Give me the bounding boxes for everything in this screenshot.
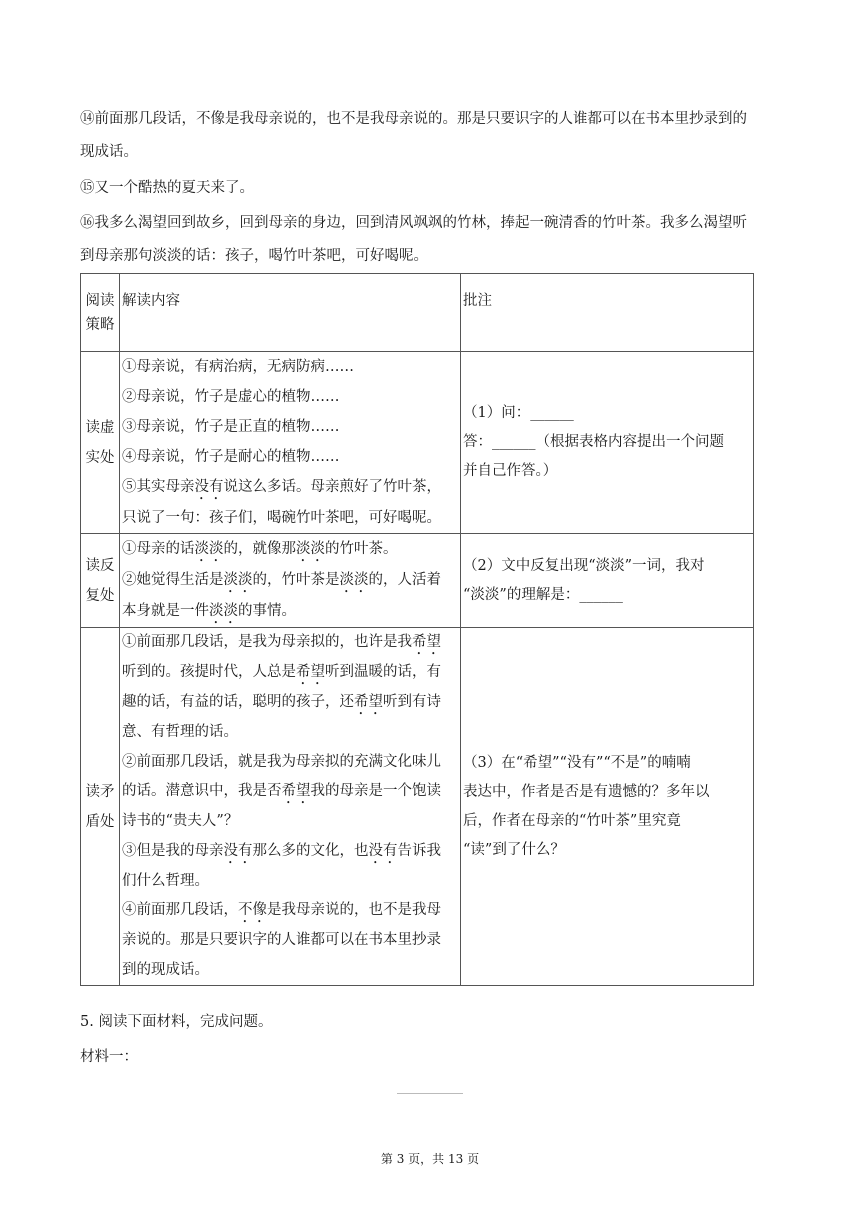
page-number: 第 3 页，共 13 页 — [380, 1152, 480, 1166]
emphasized-word: 希望 — [296, 664, 325, 680]
strategy-cell: 读虚 实处 — [81, 352, 120, 534]
material-one-label: 材料一： — [80, 1049, 138, 1065]
emphasized-word: 没有 — [368, 842, 398, 859]
table-header-row — [81, 274, 754, 352]
note-cell: （2）文中反复出现“淡淡”一词，我对 “淡淡”的理解是：______ — [461, 534, 754, 628]
paragraph-16: ⑯我多么渴望回到故乡，回到母亲的身边，回到清风飒飒的竹林，捧起一碗清香的竹叶茶。我多么渴望听 到母亲那句淡淡的话：孩子，喝竹叶茶吧，可好喝呢。 — [80, 215, 747, 264]
header-content: 解读内容 — [120, 274, 461, 352]
emphasized-word: 淡淡 — [209, 603, 238, 619]
emphasized-word: 没有 — [194, 479, 224, 495]
note-cell: （3）在“希望”“没有”“不是”的喃喃 表达中，作者是否是有遗憾的？多年以 后，作者在母亲的“竹叶茶”里究竟 “读”到了什么？ — [461, 628, 754, 986]
emphasized-word: 淡淡 — [194, 541, 224, 557]
content-cell: ①前面那几段话，是我为母亲拟的，也许是我希望 听到的。孩提时代，人总是希望听到温暖的话，有 趣的话，有益的话，聪明的孩子，还希望听到有诗 意、有哲理的话。 ②前面那几段话，就是我为母亲拟的充满文化味儿 的话。潜意识中，我是否希望我的母亲是一个饱读 诗书的“贵夫人”？ ③但是我的母亲没有那么多的文化，也没有告诉我 们什么哲理。 ④前面那几段话，不像是我母亲说的，也不是我母 亲说的。那是只要识字的人谁都可以在书本里抄录 到的现成话。 — [120, 628, 461, 986]
header-strategy: 阅读 策略 — [81, 274, 120, 352]
emphasized-word: 希望 — [412, 634, 441, 650]
reading-strategy-table — [80, 273, 754, 986]
paragraph-14: ⑭前面那几段话，不像是我母亲说的，也不是我母亲说的。那是只要识字的人谁都可以在书本里抄录到的 现成话。 — [80, 111, 747, 160]
note-cell: （1）问：______ 答：______（根据表格内容提出一个问题 并自己作答。） — [461, 352, 754, 534]
paragraph-15: ⑮又一个酷热的夏天来了。 — [80, 180, 254, 196]
table-row — [81, 628, 754, 986]
emphasized-word: 淡淡 — [296, 541, 325, 557]
emphasized-word: 淡淡 — [339, 572, 369, 588]
strategy-cell: 读矛 盾处 — [81, 628, 120, 986]
table-row — [81, 534, 754, 628]
emphasized-word: 希望 — [281, 783, 311, 799]
content-cell: ①母亲的话淡淡的，就像那淡淡的竹叶茶。 ②她觉得生活是淡淡的，竹叶茶是淡淡的，人活着 本身就是一件淡淡的事情。 — [120, 534, 461, 628]
emphasized-word: 淡淡 — [223, 572, 253, 588]
table-row — [81, 352, 754, 534]
header-note: 批注 — [461, 274, 754, 352]
emphasized-word: 不像 — [238, 902, 267, 918]
content-cell: ①母亲说，有病治病，无病防病…… ②母亲说，竹子是虚心的植物…… ③母亲说，竹子是正直的植物…… ④母亲说，竹子是耐心的植物…… ⑤其实母亲没有说这么多话。母亲煎好了竹叶茶， 只说了一句：孩子们，喝碗竹叶茶吧，可好喝呢。 — [120, 352, 461, 534]
emphasized-word: 希望 — [354, 694, 383, 710]
strategy-cell: 读反 复处 — [81, 534, 120, 628]
emphasized-word: 没有 — [223, 842, 253, 859]
footer-divider — [397, 1093, 463, 1094]
question-5-title: 5. 阅读下面材料，完成问题。 — [80, 1014, 273, 1030]
